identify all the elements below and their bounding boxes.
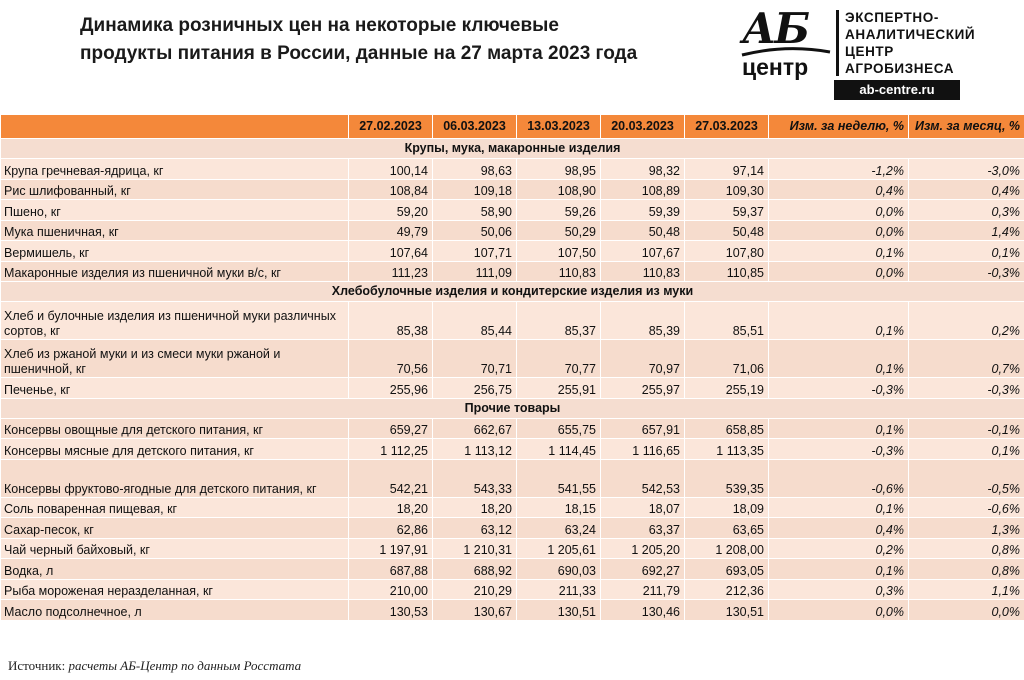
product-name-cell: Печенье, кг (1, 378, 349, 399)
price-cell: 1 205,61 (517, 538, 601, 559)
table-row (1, 220, 1024, 241)
price-cell: 1 112,25 (349, 439, 433, 460)
month-change-cell: -0,1% (909, 418, 1024, 439)
price-cell: 50,06 (433, 220, 517, 241)
product-name-cell: Хлеб из ржаной муки и из смеси муки ржаной и пшеничной, кг (1, 340, 349, 378)
price-cell: 255,97 (601, 378, 685, 399)
product-name-cell: Крупа гречневая-ядрица, кг (1, 159, 349, 180)
week-change-cell: -1,2% (769, 159, 909, 180)
week-change-cell: 0,1% (769, 418, 909, 439)
price-cell: 690,03 (517, 559, 601, 580)
table-row (1, 418, 1024, 439)
product-name-cell: Хлеб и булочные изделия из пшеничной муки различных сортов, кг (1, 302, 349, 340)
month-change-cell: 0,2% (909, 302, 1024, 340)
price-cell: 107,80 (685, 241, 769, 262)
price-cell: 539,35 (685, 459, 769, 497)
month-change-cell: -0,3% (909, 378, 1024, 399)
price-cell: 59,39 (601, 200, 685, 221)
header-cell-date: 20.03.2023 (601, 115, 685, 139)
table-row (1, 261, 1024, 282)
month-change-cell: 0,4% (909, 179, 1024, 200)
price-cell: 542,21 (349, 459, 433, 497)
price-cell: 1 113,35 (685, 439, 769, 460)
month-change-cell: 0,7% (909, 340, 1024, 378)
price-cell: 18,20 (433, 497, 517, 518)
logo-tagline (845, 9, 1020, 77)
title-line-1: Динамика розничных цен на некоторые ключевые (80, 15, 559, 36)
price-cell: 63,24 (517, 518, 601, 539)
week-change-cell: -0,6% (769, 459, 909, 497)
price-cell: 59,26 (517, 200, 601, 221)
price-cell: 49,79 (349, 220, 433, 241)
price-cell: 111,23 (349, 261, 433, 282)
table-row (1, 200, 1024, 221)
price-cell: 212,36 (685, 579, 769, 600)
price-table (0, 114, 1024, 621)
header-cell-week-change: Изм. за неделю, % (769, 115, 909, 139)
price-cell: 108,84 (349, 179, 433, 200)
price-cell: 255,96 (349, 378, 433, 399)
price-cell: 211,79 (601, 579, 685, 600)
price-cell: 98,63 (433, 159, 517, 180)
source-text: расчеты АБ-Центр по данным Росстата (68, 658, 302, 673)
price-cell: 1 205,20 (601, 538, 685, 559)
price-cell: 107,71 (433, 241, 517, 262)
product-name-cell: Чай черный байховый, кг (1, 538, 349, 559)
month-change-cell: 1,4% (909, 220, 1024, 241)
month-change-cell: -0,6% (909, 497, 1024, 518)
logo-ab-text: АБ (742, 4, 809, 53)
week-change-cell: 0,2% (769, 538, 909, 559)
table-row (1, 459, 1024, 497)
month-change-cell: 0,3% (909, 200, 1024, 221)
week-change-cell: -0,3% (769, 439, 909, 460)
price-cell: 63,12 (433, 518, 517, 539)
product-name-cell: Консервы овощные для детского питания, кг (1, 418, 349, 439)
price-cell: 659,27 (349, 418, 433, 439)
source-note (8, 658, 608, 674)
price-cell: 692,27 (601, 559, 685, 580)
week-change-cell: 0,0% (769, 600, 909, 621)
header-cell-date: 06.03.2023 (433, 115, 517, 139)
section-row (1, 282, 1024, 302)
price-cell: 110,83 (517, 261, 601, 282)
price-cell: 130,51 (685, 600, 769, 621)
table-row (1, 302, 1024, 340)
price-cell: 658,85 (685, 418, 769, 439)
price-cell: 655,75 (517, 418, 601, 439)
month-change-cell: 0,0% (909, 600, 1024, 621)
week-change-cell: 0,1% (769, 497, 909, 518)
price-cell: 1 208,00 (685, 538, 769, 559)
price-cell: 256,75 (433, 378, 517, 399)
month-change-cell: 1,3% (909, 518, 1024, 539)
price-cell: 130,51 (517, 600, 601, 621)
price-cell: 109,18 (433, 179, 517, 200)
price-cell: 688,92 (433, 559, 517, 580)
price-cell: 59,37 (685, 200, 769, 221)
table-header-row (1, 115, 1024, 139)
product-name-cell: Рыба мороженая неразделанная, кг (1, 579, 349, 600)
table-row (1, 600, 1024, 621)
table-row (1, 159, 1024, 180)
product-name-cell: Консервы мясные для детского питания, кг (1, 439, 349, 460)
price-cell: 18,20 (349, 497, 433, 518)
week-change-cell: 0,1% (769, 340, 909, 378)
price-cell: 110,85 (685, 261, 769, 282)
table-row (1, 439, 1024, 460)
price-cell: 1 113,12 (433, 439, 517, 460)
table-row (1, 497, 1024, 518)
product-name-cell: Сахар-песок, кг (1, 518, 349, 539)
price-cell: 97,14 (685, 159, 769, 180)
section-row (1, 398, 1024, 418)
table-row (1, 241, 1024, 262)
week-change-cell: 0,4% (769, 179, 909, 200)
week-change-cell: 0,1% (769, 302, 909, 340)
price-cell: 70,97 (601, 340, 685, 378)
section-row (1, 139, 1024, 159)
product-name-cell: Рис шлифованный, кг (1, 179, 349, 200)
price-cell: 58,90 (433, 200, 517, 221)
price-cell: 211,33 (517, 579, 601, 600)
week-change-cell: 0,0% (769, 220, 909, 241)
price-cell: 71,06 (685, 340, 769, 378)
week-change-cell: 0,0% (769, 200, 909, 221)
section-title: Крупы, мука, макаронные изделия (1, 139, 1024, 159)
price-cell: 62,86 (349, 518, 433, 539)
logo-word-text: центр (742, 54, 809, 80)
header-cell-product (1, 115, 349, 139)
price-cell: 130,46 (601, 600, 685, 621)
price-cell: 210,00 (349, 579, 433, 600)
header-cell-month-change: Изм. за месяц, % (909, 115, 1024, 139)
header-cell-date: 27.03.2023 (685, 115, 769, 139)
price-cell: 543,33 (433, 459, 517, 497)
price-cell: 18,09 (685, 497, 769, 518)
table-row (1, 378, 1024, 399)
month-change-cell: 0,8% (909, 559, 1024, 580)
price-cell: 85,51 (685, 302, 769, 340)
price-cell: 109,30 (685, 179, 769, 200)
week-change-cell: 0,1% (769, 241, 909, 262)
price-cell: 657,91 (601, 418, 685, 439)
table-row (1, 538, 1024, 559)
price-cell: 541,55 (517, 459, 601, 497)
price-cell: 18,15 (517, 497, 601, 518)
month-change-cell: 1,1% (909, 579, 1024, 600)
price-cell: 1 114,45 (517, 439, 601, 460)
price-cell: 693,05 (685, 559, 769, 580)
ab-centre-logo (738, 6, 1020, 106)
month-change-cell: 0,1% (909, 241, 1024, 262)
price-cell: 542,53 (601, 459, 685, 497)
header-cell-date: 13.03.2023 (517, 115, 601, 139)
price-cell: 107,64 (349, 241, 433, 262)
price-cell: 85,37 (517, 302, 601, 340)
price-cell: 98,32 (601, 159, 685, 180)
product-name-cell: Макаронные изделия из пшеничной муки в/с, кг (1, 261, 349, 282)
table-row (1, 518, 1024, 539)
price-cell: 111,09 (433, 261, 517, 282)
section-title: Прочие товары (1, 398, 1024, 418)
price-cell: 50,29 (517, 220, 601, 241)
week-change-cell: -0,3% (769, 378, 909, 399)
logo-tagline-line: АНАЛИТИЧЕСКИЙ (845, 27, 976, 42)
week-change-cell: 0,3% (769, 579, 909, 600)
table-row (1, 559, 1024, 580)
price-cell: 85,39 (601, 302, 685, 340)
logo-url-link[interactable]: ab-centre.ru (834, 80, 960, 100)
logo-mark (738, 6, 834, 84)
logo-tagline-line: ЭКСПЕРТНО- (845, 10, 939, 25)
week-change-cell: 0,4% (769, 518, 909, 539)
price-cell: 70,56 (349, 340, 433, 378)
price-cell: 98,95 (517, 159, 601, 180)
price-cell: 108,90 (517, 179, 601, 200)
month-change-cell: -3,0% (909, 159, 1024, 180)
logo-tagline-line: ЦЕНТР (845, 44, 894, 59)
price-cell: 63,65 (685, 518, 769, 539)
product-name-cell: Пшено, кг (1, 200, 349, 221)
price-cell: 108,89 (601, 179, 685, 200)
price-cell: 110,83 (601, 261, 685, 282)
month-change-cell: -0,3% (909, 261, 1024, 282)
price-cell: 255,19 (685, 378, 769, 399)
price-cell: 85,44 (433, 302, 517, 340)
table-row (1, 179, 1024, 200)
price-cell: 130,67 (433, 600, 517, 621)
month-change-cell: 0,1% (909, 439, 1024, 460)
price-cell: 210,29 (433, 579, 517, 600)
table-row (1, 340, 1024, 378)
price-cell: 1 116,65 (601, 439, 685, 460)
title-line-2: продукты питания в России, данные на 27 марта 2023 года (80, 43, 638, 64)
page-title (80, 12, 720, 68)
logo-divider (836, 10, 839, 76)
product-name-cell: Масло подсолнечное, л (1, 600, 349, 621)
product-name-cell: Соль поваренная пищевая, кг (1, 497, 349, 518)
price-cell: 18,07 (601, 497, 685, 518)
header-cell-date: 27.02.2023 (349, 115, 433, 139)
week-change-cell: 0,1% (769, 559, 909, 580)
price-cell: 100,14 (349, 159, 433, 180)
price-cell: 1 197,91 (349, 538, 433, 559)
product-name-cell: Консервы фруктово-ягодные для детского питания, кг (1, 459, 349, 497)
price-cell: 255,91 (517, 378, 601, 399)
price-cell: 59,20 (349, 200, 433, 221)
price-cell: 63,37 (601, 518, 685, 539)
price-cell: 85,38 (349, 302, 433, 340)
price-cell: 70,71 (433, 340, 517, 378)
product-name-cell: Водка, л (1, 559, 349, 580)
week-change-cell: 0,0% (769, 261, 909, 282)
section-title: Хлебобулочные изделия и кондитерские изделия из муки (1, 282, 1024, 302)
price-cell: 687,88 (349, 559, 433, 580)
price-cell: 1 210,31 (433, 538, 517, 559)
price-cell: 107,67 (601, 241, 685, 262)
price-cell: 662,67 (433, 418, 517, 439)
price-cell: 50,48 (685, 220, 769, 241)
price-cell: 70,77 (517, 340, 601, 378)
table-row (1, 579, 1024, 600)
table-body (1, 139, 1024, 621)
product-name-cell: Вермишель, кг (1, 241, 349, 262)
price-cell: 107,50 (517, 241, 601, 262)
month-change-cell: -0,5% (909, 459, 1024, 497)
source-label: Источник: (8, 658, 66, 673)
price-cell: 50,48 (601, 220, 685, 241)
logo-tagline-line: АГРОБИЗНЕСА (845, 61, 955, 76)
month-change-cell: 0,8% (909, 538, 1024, 559)
product-name-cell: Мука пшеничная, кг (1, 220, 349, 241)
price-cell: 130,53 (349, 600, 433, 621)
